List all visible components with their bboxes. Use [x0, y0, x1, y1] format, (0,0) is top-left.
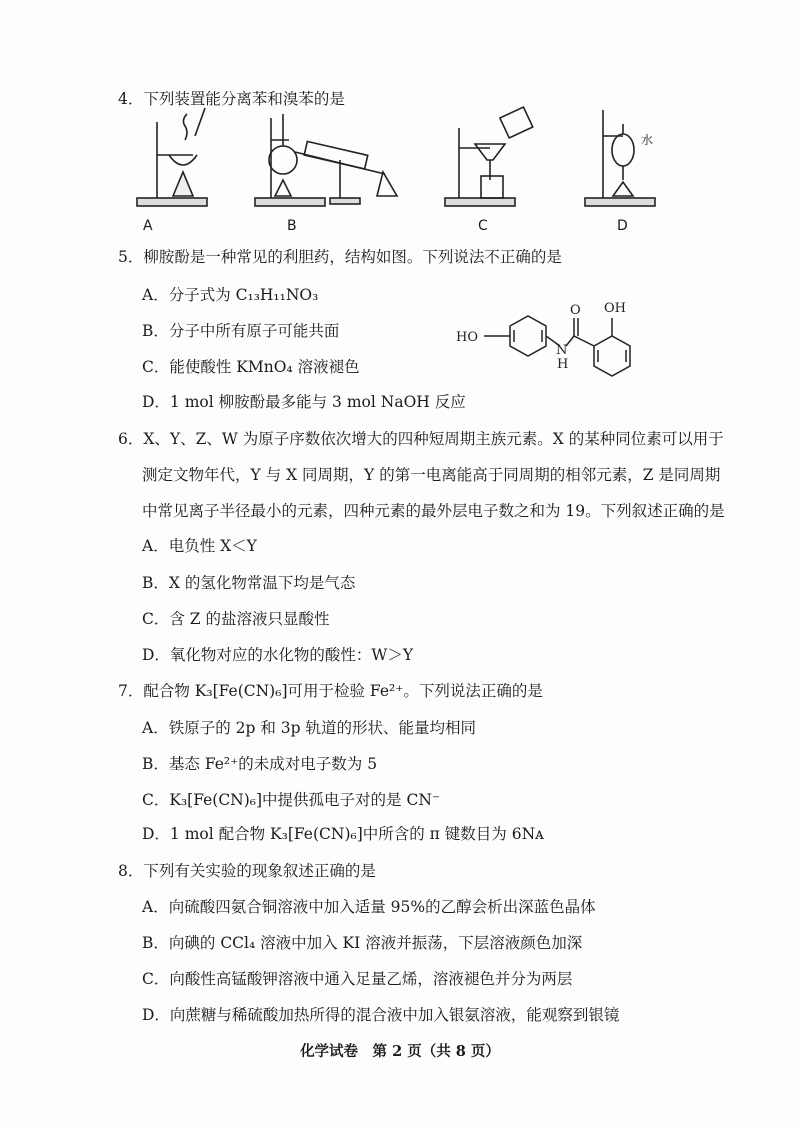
q8-option-c: C．向酸性高锰酸钾溶液中通入足量乙烯，溶液褪色并分为两层	[142, 970, 573, 988]
mol-oh: OH	[604, 301, 626, 316]
q7-option-a: A．铁原子的 2p 和 3p 轨道的形状、能量均相同	[142, 719, 476, 737]
q6-option-c: C．含 Z 的盐溶液只显酸性	[142, 610, 330, 628]
label-b: B	[287, 218, 297, 234]
apparatus-c	[445, 107, 533, 206]
q5-option-d: D．1 mol 柳胺酚最多能与 3 mol NaOH 反应	[142, 393, 466, 411]
label-c: C	[478, 218, 488, 234]
apparatus-d	[585, 110, 655, 206]
q5-option-c: C．能使酸性 KMnO₄ 溶液褪色	[142, 358, 360, 376]
q8-stem: 8．下列有关实验的现象叙述正确的是	[118, 862, 376, 880]
q8-option-d: D．向蔗糖与稀硫酸加热所得的混合液中加入银氨溶液，能观察到银镜	[142, 1006, 620, 1024]
page-footer: 化学试卷 第 2 页（共 8 页）	[300, 1043, 500, 1060]
q5-option-b: B．分子中所有原子可能共面	[142, 322, 340, 340]
q7-option-b: B．基态 Fe²⁺的未成对电子数为 5	[142, 755, 378, 773]
q7-option-c: C．K₃[Fe(CN)₆]中提供孤电子对的是 CN⁻	[142, 791, 441, 809]
mol-ho: HO	[456, 330, 478, 345]
apparatus-figure	[125, 100, 665, 210]
q7-stem: 7．配合物 K₃[Fe(CN)₆]可用于检验 Fe²⁺。下列说法正确的是	[118, 682, 543, 700]
q6-option-b: B．X 的氢化物常温下均是气态	[142, 574, 356, 592]
apparatus-b	[255, 114, 397, 206]
mol-o: O	[570, 303, 581, 318]
mol-n: N	[556, 343, 568, 358]
salicylanilide-structure	[450, 290, 650, 390]
q6-stem-line-1: 6．X、Y、Z、W 为原子序数依次增大的四种短周期主族元素。X 的某种同位素可以用于	[118, 430, 724, 448]
q5-option-a: A．分子式为 C₁₃H₁₁NO₃	[142, 286, 319, 304]
q7-option-d: D．1 mol 配合物 K₃[Fe(CN)₆]中所含的 π 键数目为 6Nᴀ	[142, 825, 544, 843]
q6-stem-line-3: 中常见离子半径最小的元素，四种元素的最外层电子数之和为 19。下列叙述正确的是	[142, 502, 725, 520]
q6-option-d: D．氧化物对应的水化物的酸性：W＞Y	[142, 646, 414, 664]
q4-stem: 4．下列装置能分离苯和溴苯的是	[118, 90, 345, 108]
q6-stem-line-2: 测定文物年代，Y 与 X 同周期，Y 的第一电离能高于同周期的相邻元素，Z 是同周期	[142, 466, 721, 484]
q5-stem: 5．柳胺酚是一种常见的利胆药，结构如图。下列说法不正确的是	[118, 248, 562, 266]
label-d: D	[617, 218, 628, 234]
q8-option-b: B．向碘的 CCl₄ 溶液中加入 KI 溶液并振荡，下层溶液颜色加深	[142, 934, 583, 952]
q6-option-a: A．电负性 X＜Y	[142, 537, 257, 555]
water-label: 水	[641, 133, 654, 147]
q8-option-a: A．向硫酸四氨合铜溶液中加入适量 95%的乙醇会析出深蓝色晶体	[142, 898, 596, 916]
apparatus-a	[137, 108, 207, 206]
label-a: A	[143, 218, 153, 234]
mol-h: H	[557, 357, 569, 372]
